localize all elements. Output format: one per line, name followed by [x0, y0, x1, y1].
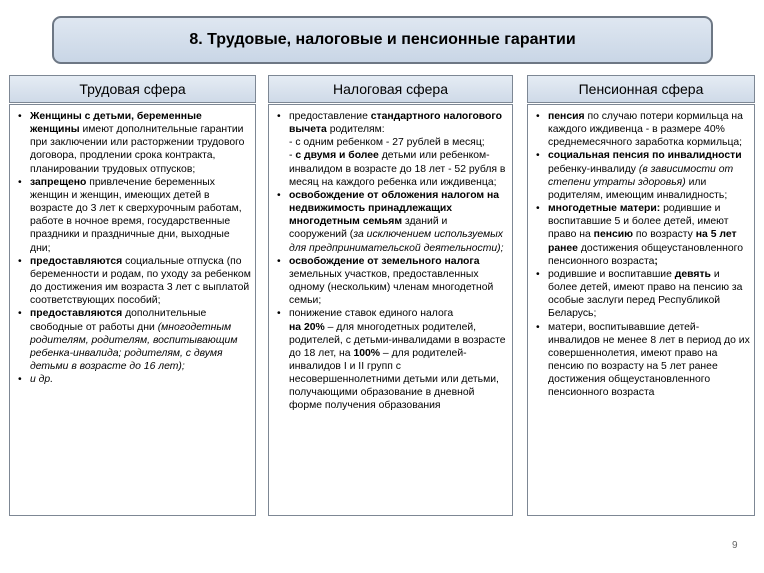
text-run: привлечение беременных женщин и женщин, имеющих детей в возрасте до 3 лет к сверхурочным работам, работе в ночное время, государственные праздники и праздничные дни, выходные дни;: [30, 176, 242, 254]
column-heading-tax: Налоговая сфера: [268, 75, 513, 103]
bold-text: на 5 лет ранее: [548, 229, 737, 254]
bold-text: запрещено: [30, 176, 87, 188]
text-run: родившие и воспитавшие: [548, 268, 675, 280]
bullet-list: [275, 110, 508, 413]
bold-text: Женщины с детьми, беременные женщины: [30, 111, 202, 136]
bullet-item: [16, 176, 251, 255]
bold-text: предоставляются: [30, 255, 123, 267]
bold-text: с двумя и более: [295, 150, 379, 162]
bold-text: пенсию: [593, 229, 634, 241]
bold-text: освобождение от земельного налога: [289, 255, 480, 267]
italic-text: (в зависимости от степени утраты здоровья): [548, 163, 734, 188]
text-run: достижения общеустановленного пенсионного возраста: [548, 242, 743, 267]
bold-text: 100%: [353, 347, 381, 359]
page-number: 9: [732, 540, 738, 551]
bullet-item: [16, 255, 251, 308]
text-run: имеют дополнительные гарантии при заключении или расторжении трудового договора, продлении срока контракта, планировании трудовых отпусков;: [30, 124, 245, 175]
bold-text: стандартного налогового вычета: [289, 111, 502, 136]
bullet-item: [275, 189, 508, 255]
text-run: понижение ставок единого налога: [289, 308, 454, 320]
text-run: и более детей, имеют право на пенсию за особые заслуги перед Республикой Беларусь;: [548, 268, 743, 320]
bullet-item: [534, 110, 750, 149]
bold-text: освобождение от обложения налогом на недвижимость принадлежащих многодетным семьям: [289, 189, 500, 228]
text-run: предоставление: [289, 111, 371, 122]
bold-text: многодетные матери:: [548, 203, 661, 215]
text-run: – для родителей-инвалидов I и II групп с несовершеннолетними детьми или детьми, получающими образование в дневной форме получения образования: [289, 347, 499, 412]
text-run: - с одним ребенком - 27 рублей в месяц;: [289, 137, 485, 149]
bold-text: на 20%: [289, 321, 325, 333]
bold-text: ;: [654, 255, 658, 267]
text-run: по случаю потери кормильца на каждого иждивенца - в размере 40% среднемесячного заработка кормильца;: [548, 111, 743, 149]
bullet-item: [275, 255, 508, 308]
bullet-item: [534, 202, 750, 268]
text-run: -: [289, 150, 296, 162]
slide-title: 8. Трудовые, налоговые и пенсионные гарантии: [52, 16, 713, 64]
bullet-item: [16, 307, 251, 373]
bullet-list: [534, 110, 750, 399]
text-run: ребенку-инвалиду: [548, 163, 639, 175]
text-run: родившие и воспитавшие 5 и более детей, имеют право на: [548, 203, 729, 241]
bold-text: предоставляются: [30, 308, 123, 320]
bullet-list: [16, 110, 251, 386]
text-run: детьми или ребенком-инвалидом в возрасте до 18 лет - 52 рубля в месяц на каждого ребенка или иждивенца;: [289, 150, 506, 188]
italic-text: за исключением используемых для предпринимательской деятельности);: [289, 229, 504, 254]
italic-text: (многодетным родителям, родителям, воспитывающим ребенка-инвалида; родителям, с двумя детьми в возрасте до 16 лет);: [30, 321, 238, 372]
bullet-item: [534, 149, 750, 202]
column-heading-labor: Трудовая сфера: [9, 75, 256, 103]
bold-text: социальная пенсия по инвалидности: [548, 150, 742, 162]
column-body-tax: [268, 104, 513, 516]
bold-text: пенсия: [548, 111, 585, 122]
bullet-item: [16, 373, 251, 386]
text-run: по возрасту: [633, 229, 696, 241]
bullet-item: [16, 110, 251, 176]
bold-text: девять: [674, 268, 711, 280]
text-run: матери, воспитывавшие детей-инвалидов не менее 8 лет в период до их совершеннолетия, имеют право на пенсию по возрасту на 5 лет ранее достижения общеустановленного пенсионного возраста: [548, 321, 750, 399]
text-run: зданий и сооружений (: [289, 216, 448, 241]
text-run: дополнительные свободные от работы дни: [30, 308, 207, 333]
text-run: социальные отпуска (по беременности и родам, по уходу за ребенком до достижения им возраста 3 лет с выплатой соответствующих пособий;: [30, 255, 251, 307]
bullet-item: [534, 268, 750, 321]
column-body-pension: [527, 104, 755, 516]
text-run: – для многодетных родителей, родителей, с детьми-инвалидами в возрасте до 18 лет, на: [289, 321, 506, 359]
text-run: земельных участков, предоставленных одному (нескольким) членам многодетной семьи;: [289, 268, 494, 307]
bullet-item: [275, 307, 508, 412]
text-run: или родителям, имеющим инвалидность;: [548, 176, 728, 201]
bullet-item: [534, 321, 750, 400]
text-run: родителям:: [326, 124, 385, 136]
italic-text: и др.: [30, 374, 54, 386]
bullet-item: [275, 110, 508, 189]
column-body-labor: [9, 104, 256, 516]
column-heading-pension: Пенсионная сфера: [527, 75, 755, 103]
